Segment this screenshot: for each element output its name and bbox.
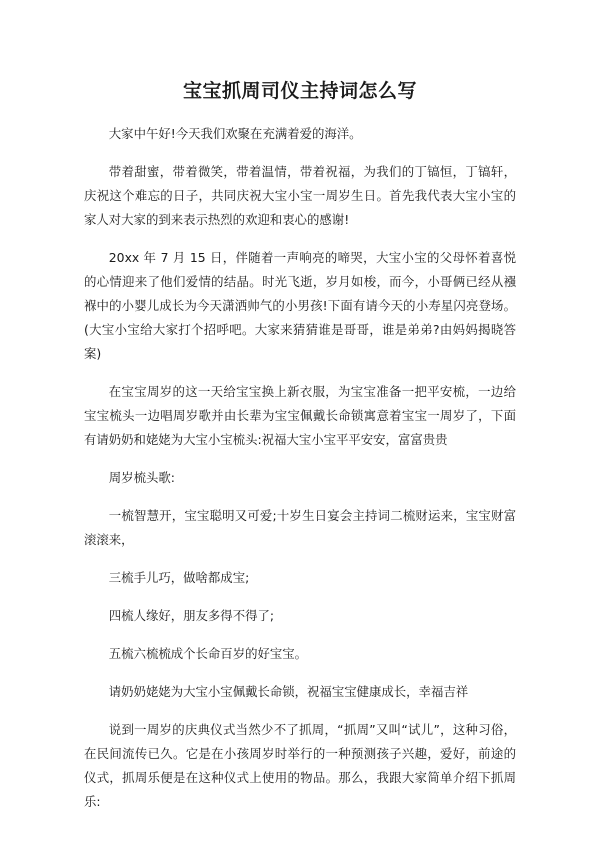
paragraph-song-line-4: 四梳人缘好，朋友多得不得了; bbox=[108, 608, 275, 623]
paragraph-zhuazhou: 说到一周岁的庆典仪式当然少不了抓周，“抓周”又叫“试儿”，这种习俗，在民间流传已久。它是在小孩周岁时举行的一种预测孩子兴趣，爱好，前途的仪式，抓周乐便是在这种仪式上使用的物品。那么，我跟大家简单介绍下抓周乐: bbox=[84, 722, 516, 809]
paragraph-longevity-lock: 请奶奶姥姥为大宝小宝佩戴长命锁，祝福宝宝健康成长，幸福吉祥 bbox=[108, 684, 469, 699]
paragraph-song-line-1: 一梳智慧开，宝宝聪明又可爱;十岁生日宴会主持词二梳财运来，宝宝财富滚滚来， bbox=[84, 508, 516, 547]
paragraph-song-line-3: 三梳手儿巧，做啥都成宝; bbox=[108, 570, 250, 585]
paragraph-greeting: 大家中午好!今天我们欢聚在充满着爱的海洋。 bbox=[108, 126, 362, 141]
paragraph-song-line-5: 五梳六梳梳成个长命百岁的好宝宝。 bbox=[108, 646, 308, 661]
paragraph-song-title: 周岁梳头歌: bbox=[108, 470, 175, 485]
document-title: 宝宝抓周司仪主持词怎么写 bbox=[182, 80, 417, 102]
paragraph-comb-ceremony: 在宝宝周岁的这一天给宝宝换上新衣服，为宝宝准备一把平安梳，一边给宝宝梳头一边唱周岁歌并由长辈为宝宝佩戴长命锁寓意着宝宝一周岁了，下面有请奶奶和姥姥为大宝小宝梳头:祝福大宝小宝平平安安，富富贵贵 bbox=[84, 384, 516, 447]
paragraph-birth: 20xx 年 7 月 15 日，伴随着一声响亮的啼哭，大宝小宝的父母怀着喜悦的心情迎来了他们爱情的结晶。时光飞逝，岁月如梭，而今，小哥俩已经从襁褓中的小婴儿成长为今天潇洒帅气的小男孩!下面有请今天的小寿星闪亮登场。(大宝小宝给大家打个招呼吧。大家来猜猜谁是哥哥，谁是弟弟?由妈妈揭晓答案) bbox=[84, 250, 516, 361]
paragraph-welcome: 带着甜蜜，带着微笑，带着温情，带着祝福，为我们的丁镐恒，丁镐轩，庆祝这个难忘的日子，共同庆祝大宝小宝一周岁生日。首先我代表大宝小宝的家人对大家的到来表示热烈的欢迎和衷心的感谢! bbox=[84, 164, 516, 227]
